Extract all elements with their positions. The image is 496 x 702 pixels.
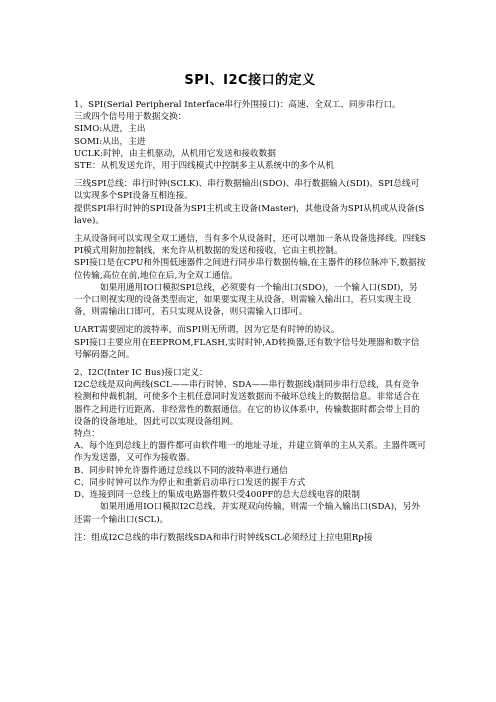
i2c-heading: 2、I2C(Inter IC Bus)接口定义： [74,368,208,379]
spi-full-duplex: 主从设备间可以实现全双工通信，当有多个从设备时，还可以增加一条从设备选择线。四线SPI模式用附加控制线，来允许从机数据的发送和接收，它由主机控制。 [74,234,426,257]
spi-intro: 1、SPI(Serial Peripheral Interface串行外围接口)：高速、全双工、同步串行口。 [74,100,401,110]
spi-uart-comparison: UART需要固定的波特率，而SPI则无所谓，因为它是有时钟的协议。 [74,325,340,336]
spi-three-wire: 三线SPI总线：串行时钟(SCLK)、串行数据输出(SDO)、串行数据输入(SDI)。SPI总线可以实现多个SPI设备互相连接。 [74,179,420,202]
spi-signal-simo: SIMO:从进，主出 [74,124,146,135]
spi-signals-heading: 三或四个信号用于数据交换： [74,112,187,123]
i2c-note: 注：组成I2C总线的串行数据线SDA和串行时钟线SCL必须经过上拉电阻Rp接 [74,532,373,543]
i2c-description: I2C总线是双向两线(SCL——串行时钟、SDA——串行数据线)制同步串行总线，具有竞争检测和仲裁机制，可使多个主机任意同时发送数据而不破坏总线上的数据信息。非常适合在器件之间进行近距离、非经常性的数据通信。在它的协议体系中，传输数据时都会带上目的设备的设备地址，因此可以实现设备组网。 [74,380,420,427]
spi-signal-somi: SOMI:从出，主进 [74,136,146,147]
i2c-feature-b: B、同步时钟允许器件通过总线以不同的波特率进行通信 [74,465,288,476]
i2c-feature-a: A、每个连到总线上的器件都可由软件唯一的地址寻址，并建立简单的主从关系。主器件既可作为发送器，又可作为接收器。 [74,441,427,464]
document-body [74,99,426,544]
spi-description: SPI接口是在CPU和外围低速器件之间进行同步串行数据传输,在主器件的移位脉冲下,数据按位传输,高位在前,地位在后,为全双工通信。 [74,258,426,281]
spi-signal-ste: STE：从机发送允许，用于四线模式中控制多主从系统中的多个从机 [74,161,335,172]
spi-gpio-simulation: 如果用通用IO口模拟SPI总线，必须要有一个输出口(SDO)，一个输入口(SDI)，另一个口则视实现的设备类型而定，如果要实现主从设备，则需输入输出口，若只实现主设备，则需输出口即可，若只实现从设备，则只需输入口即可。 [74,282,418,318]
i2c-gpio-simulation: 如果用通用IO口模拟I2C总线，并实现双向传输，则需一个输入输出口(SDA)，另外还需一个输出口(SCL)。 [74,502,421,525]
i2c-feature-d: D、连接到同一总线上的集成电路器件数只受400PF的总大总线电容的限制 [74,490,361,501]
spi-signal-uclk: UCLK:时钟，由主机驱动，从机用它发送和接收数据 [74,148,276,159]
i2c-feature-c: C、同步时钟可以作为停止和重新启动串行口发送的握手方式 [74,477,306,488]
i2c-features-heading: 特点： [74,429,100,440]
page-title: SPI、I2C接口的定义 [184,73,316,88]
spi-applications: SPI接口主要应用在EEPROM,FLASH,实时时钟,AD转换器,还有数字信号处理器和数字信号解码器之间。 [74,337,420,360]
spi-master-slave: 提供SPI串行时钟的SPI设备为SPI主机或主设备(Master)，其他设备为SPI从机或从设备(Slave)。 [74,203,425,226]
